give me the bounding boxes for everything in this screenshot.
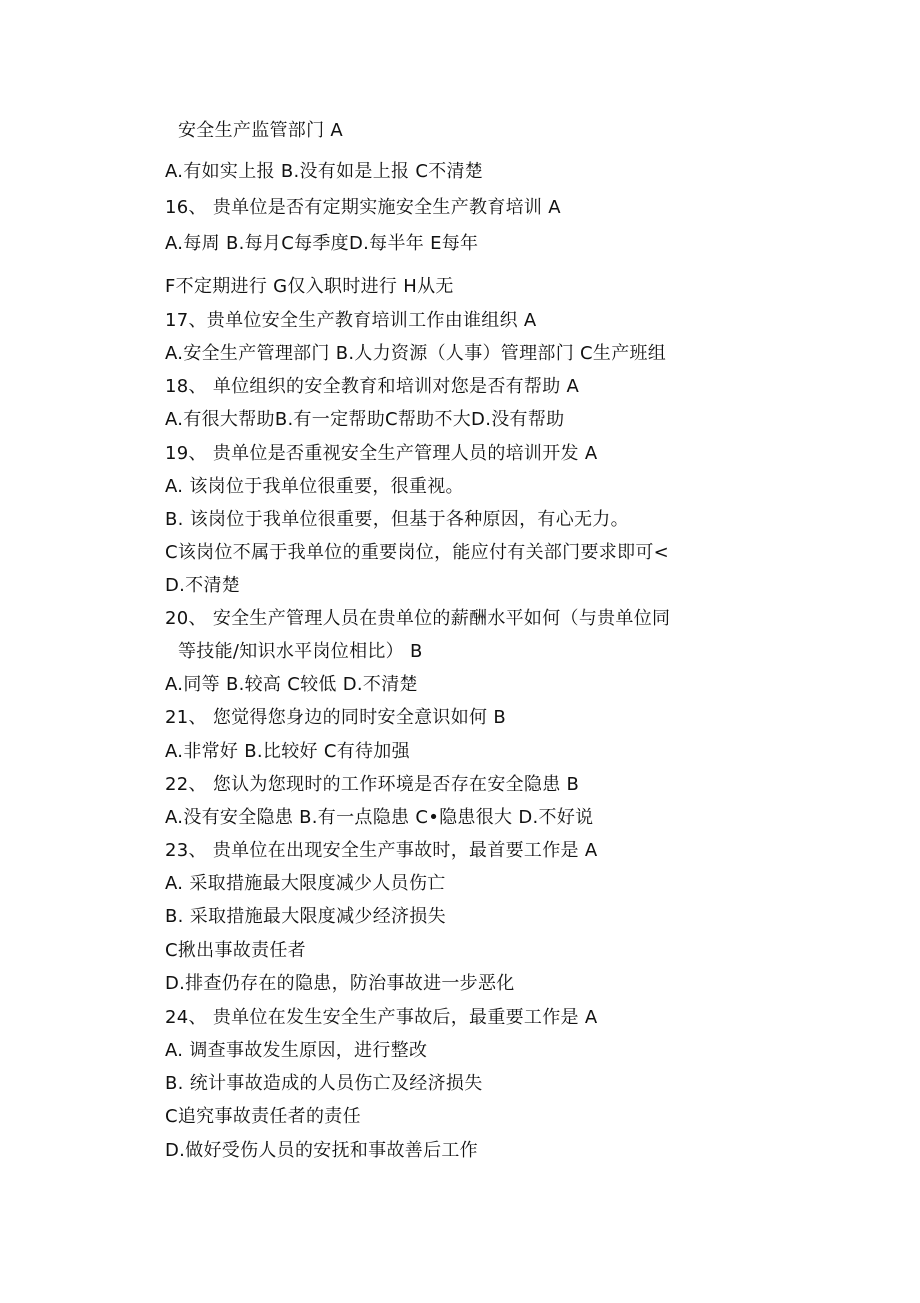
text-line: C揪出事故责任者 <box>165 940 306 961</box>
text-line: B. 采取措施最大限度减少经济损失 <box>165 906 446 927</box>
text-line: A.有很大帮助B.有一定帮助C帮助不大D.没有帮助 <box>165 409 565 430</box>
text-line: A.非常好 B.比较好 C有待加强 <box>165 741 410 762</box>
question-24: 24、 贵单位在发生安全生产事故后，最重要工作是 A <box>165 1007 598 1028</box>
text-line: C该岗位不属于我单位的重要岗位，能应付有关部门要求即可< <box>165 542 670 563</box>
text-line: F不定期进行 G仅入职时进行 H从无 <box>165 276 454 297</box>
text-line: A. 调查事故发生原因，进行整改 <box>165 1040 428 1061</box>
question-20: 20、 安全生产管理人员在贵单位的薪酬水平如何（与贵单位同 <box>165 608 671 629</box>
question-16: 16、 贵单位是否有定期实施安全生产教育培训 A <box>165 197 561 218</box>
text-line: 等技能/知识水平岗位相比） B <box>178 641 423 662</box>
question-19: 19、 贵单位是否重视安全生产管理人员的培训开发 A <box>165 443 598 464</box>
question-23: 23、 贵单位在出现安全生产事故时，最首要工作是 A <box>165 840 598 861</box>
text-line: A.有如实上报 B.没有如是上报 C不清楚 <box>165 161 484 182</box>
text-line: A.没有安全隐患 B.有一点隐患 C•隐患很大 D.不好说 <box>165 807 594 828</box>
text-line: B. 该岗位于我单位很重要，但基于各种原因，有心无力。 <box>165 509 629 530</box>
text-line: A.同等 B.较高 C较低 D.不清楚 <box>165 674 418 695</box>
text-line: D.不清楚 <box>165 575 241 596</box>
text-line: C追究事故责任者的责任 <box>165 1106 361 1127</box>
text-line: D.排查仍存在的隐患，防治事故进一步恶化 <box>165 973 515 994</box>
question-21: 21、 您觉得您身边的同时安全意识如何 B <box>165 707 506 728</box>
question-18: 18、 单位组织的安全教育和培训对您是否有帮助 A <box>165 376 580 397</box>
text-line: A. 采取措施最大限度减少人员伤亡 <box>165 873 446 894</box>
question-17: 17、贵单位安全生产教育培训工作由谁组织 A <box>165 310 537 331</box>
text-line: A. 该岗位于我单位很重要，很重视。 <box>165 476 464 497</box>
text-line: B. 统计事故造成的人员伤亡及经济损失 <box>165 1073 483 1094</box>
text-line: D.做好受伤人员的安抚和事故善后工作 <box>165 1140 478 1161</box>
text-line: A.安全生产管理部门 B.人力资源（人事）管理部门 C生产班组 <box>165 343 667 364</box>
text-line: 安全生产监管部门 A <box>178 120 344 141</box>
text-line: A.每周 B.每月C每季度D.每半年 E每年 <box>165 233 479 254</box>
question-22: 22、 您认为您现时的工作环境是否存在安全隐患 B <box>165 774 580 795</box>
